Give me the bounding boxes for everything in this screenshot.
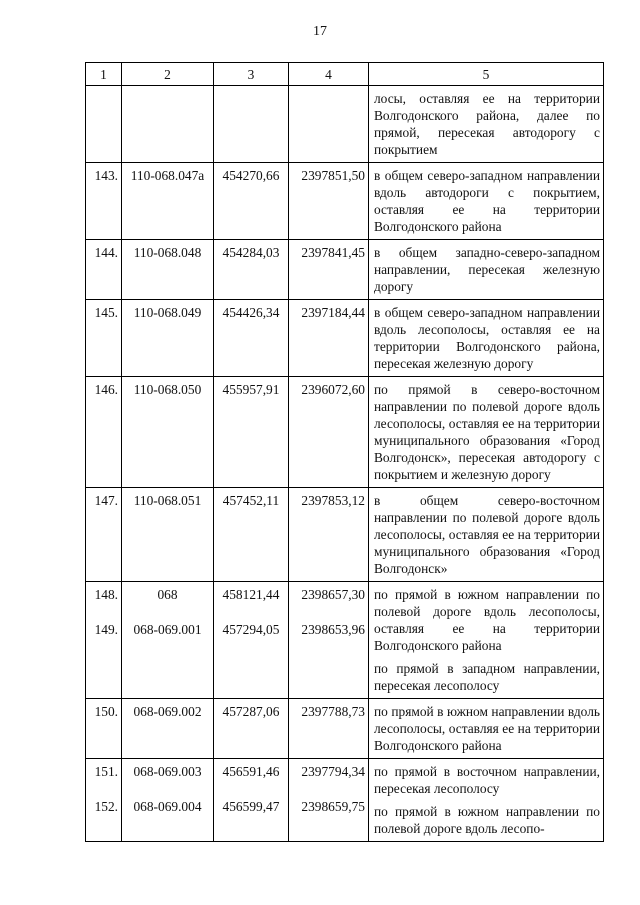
description-text: в общем северо-западном направлении вдоль автодороги с покрытием, оставляя ее на территории Волгодонского района xyxy=(374,168,600,234)
description-text: по прямой в южном направлении по полевой дороге вдоль лесополосы, оставляя ее на территории Волгодонского района xyxy=(374,587,600,653)
description-text: по прямой в западном направлении, пересекая лесополосу xyxy=(374,661,600,693)
point-code-cell xyxy=(122,163,214,240)
y-coordinate-text: 2398659,75 xyxy=(301,799,365,814)
x-coordinate-cell xyxy=(214,488,289,582)
description-text: по прямой в северо-восточном направлении по полевой дороге вдоль лесополосы, оставляя ее на территории муниципального образования «Город Волгодонск», пересекая автодорогу с покрытием и железную дорогу xyxy=(374,382,600,482)
x-coordinate-cell xyxy=(214,300,289,377)
description-cell xyxy=(369,86,604,163)
point-code-text: 068-069.003 xyxy=(133,764,202,779)
point-code-cell xyxy=(122,488,214,582)
y-coordinate-text: 2396072,60 xyxy=(301,382,365,397)
y-coordinate-text: 2397794,34 xyxy=(301,764,365,779)
y-coordinate-text: 2397788,73 xyxy=(301,704,365,719)
point-code-cell xyxy=(122,300,214,377)
row-number-text: 149. xyxy=(94,622,118,637)
table-row xyxy=(86,582,604,699)
x-coordinate-cell xyxy=(214,240,289,300)
x-coordinate-cell xyxy=(214,759,289,842)
row-number-text: 144. xyxy=(94,245,118,260)
x-coordinate-cell xyxy=(214,582,289,699)
y-coordinate-text: 2398657,30 xyxy=(301,587,365,602)
x-coordinate-text: 457294,05 xyxy=(222,622,280,637)
x-coordinate-text: 456591,46 xyxy=(222,764,280,779)
description-text: в общем западно-северо-западном направлении, пересекая железную дорогу xyxy=(374,245,600,294)
description-cell xyxy=(369,488,604,582)
table-header-row xyxy=(86,63,604,86)
table-row xyxy=(86,699,604,759)
y-coordinate-cell xyxy=(289,163,369,240)
x-coordinate-cell xyxy=(214,163,289,240)
row-number-text: 148. xyxy=(94,587,118,602)
point-code-text: 110-068.048 xyxy=(133,245,202,260)
x-coordinate-cell xyxy=(214,699,289,759)
description-text: по прямой в южном направлении вдоль лесополосы, оставляя ее на территории Волгодонского района xyxy=(374,704,600,753)
description-cell xyxy=(369,377,604,488)
point-code-cell xyxy=(122,240,214,300)
point-code-text: 068-069.004 xyxy=(133,799,202,814)
description-text: лосы, оставляя ее на территории Волгодонского района, далее по прямой, пересекая автодорогу с покрытием xyxy=(374,91,600,157)
y-coordinate-text: 2397853,12 xyxy=(301,493,365,508)
y-coordinate-cell xyxy=(289,300,369,377)
table-row xyxy=(86,488,604,582)
table-row xyxy=(86,163,604,240)
table-row xyxy=(86,759,604,842)
table-row xyxy=(86,300,604,377)
description-cell xyxy=(369,300,604,377)
row-number-cell xyxy=(86,488,122,582)
point-code-cell xyxy=(122,582,214,699)
row-number-cell xyxy=(86,163,122,240)
header-cell-2: 2 xyxy=(122,63,214,86)
description-cell xyxy=(369,582,604,699)
row-number-cell xyxy=(86,86,122,163)
row-number-text: 151. xyxy=(94,764,118,779)
row-number-text: 146. xyxy=(94,382,118,397)
header-cell-3: 3 xyxy=(214,63,289,86)
description-text: в общем северо-восточном направлении по полевой дороге вдоль лесополосы, оставляя ее на территории муниципального образования «Город Волгодонск» xyxy=(374,493,600,576)
point-code-cell xyxy=(122,86,214,163)
point-code-cell xyxy=(122,759,214,842)
y-coordinate-cell xyxy=(289,699,369,759)
table-row xyxy=(86,86,604,163)
description-cell xyxy=(369,699,604,759)
point-code-text: 068-069.001 xyxy=(133,622,202,637)
row-number-cell xyxy=(86,377,122,488)
y-coordinate-cell xyxy=(289,377,369,488)
description-cell xyxy=(369,163,604,240)
x-coordinate-text: 458121,44 xyxy=(222,587,280,602)
x-coordinate-text: 457452,11 xyxy=(222,493,280,508)
header-cell-5: 5 xyxy=(369,63,604,86)
point-code-text: 068-069.002 xyxy=(133,704,202,719)
point-code-text: 068 xyxy=(157,587,178,602)
description-cell xyxy=(369,240,604,300)
y-coordinate-cell xyxy=(289,582,369,699)
x-coordinate-text: 454270,66 xyxy=(222,168,280,183)
row-number-text: 152. xyxy=(94,799,118,814)
point-code-text: 110-068.050 xyxy=(133,382,202,397)
row-number-cell xyxy=(86,240,122,300)
row-number-cell xyxy=(86,300,122,377)
point-code-text: 110-068.047а xyxy=(130,168,205,183)
description-text: в общем северо-западном направлении вдоль лесополосы, оставляя ее на территории Волгодонского района, пересекая железную дорогу xyxy=(374,305,600,371)
y-coordinate-cell xyxy=(289,240,369,300)
y-coordinate-cell xyxy=(289,488,369,582)
x-coordinate-cell xyxy=(214,377,289,488)
x-coordinate-text: 454426,34 xyxy=(222,305,280,320)
row-number-cell xyxy=(86,699,122,759)
table-row xyxy=(86,377,604,488)
row-number-text: 150. xyxy=(94,704,118,719)
point-code-cell xyxy=(122,699,214,759)
x-coordinate-text: 456599,47 xyxy=(222,799,280,814)
y-coordinate-text: 2397184,44 xyxy=(301,305,365,320)
y-coordinate-text: 2398653,96 xyxy=(301,622,365,637)
row-number-cell xyxy=(86,582,122,699)
point-code-text: 110-068.051 xyxy=(133,493,202,508)
description-text: по прямой в южном направлении по полевой дороге вдоль лесопо- xyxy=(374,804,600,836)
row-number-cell xyxy=(86,759,122,842)
y-coordinate-text: 2397841,45 xyxy=(301,245,365,260)
header-cell-1: 1 xyxy=(86,63,122,86)
point-code-cell xyxy=(122,377,214,488)
x-coordinate-text: 454284,03 xyxy=(222,245,280,260)
row-number-text: 143. xyxy=(94,168,118,183)
y-coordinate-text: 2397851,50 xyxy=(301,168,365,183)
boundary-table xyxy=(85,62,604,842)
y-coordinate-cell xyxy=(289,86,369,163)
description-cell xyxy=(369,759,604,842)
header-cell-4: 4 xyxy=(289,63,369,86)
x-coordinate-text: 457287,06 xyxy=(222,704,280,719)
y-coordinate-cell xyxy=(289,759,369,842)
point-code-text: 110-068.049 xyxy=(133,305,202,320)
table-row xyxy=(86,240,604,300)
x-coordinate-text: 455957,91 xyxy=(222,382,280,397)
row-number-text: 145. xyxy=(94,305,118,320)
description-text: по прямой в восточном направлении, пересекая лесополосу xyxy=(374,764,600,796)
x-coordinate-cell xyxy=(214,86,289,163)
row-number-text: 147. xyxy=(94,493,118,508)
page-number: 17 xyxy=(313,24,327,39)
